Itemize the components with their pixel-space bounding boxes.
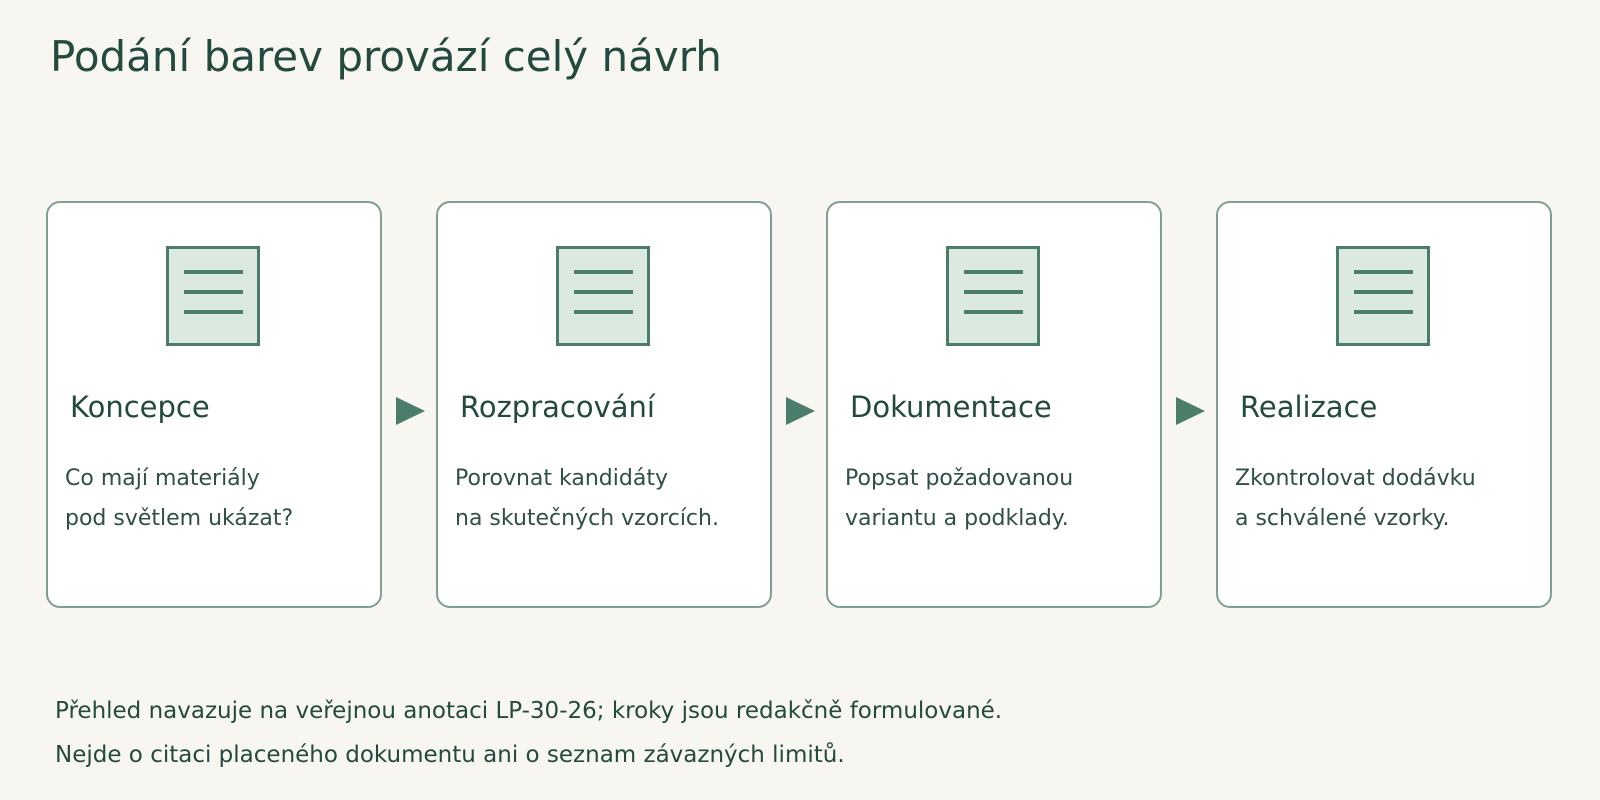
page-title: Podání barev provází celý návrh (50, 32, 722, 81)
step-title: Realizace (1240, 390, 1378, 424)
arrow-right-icon (786, 397, 815, 425)
step-description-line: pod světlem ukázat? (65, 506, 294, 531)
footnote-line: Nejde o citaci placeného dokumentu ani o seznam závazných limitů. (55, 742, 845, 768)
step-description-line: Co mají materiály (65, 466, 260, 491)
document-icon (946, 246, 1040, 346)
step-title: Koncepce (70, 390, 210, 424)
arrow-right-icon (1176, 397, 1205, 425)
step-description (65, 459, 293, 539)
step-description (455, 459, 719, 539)
step-title: Rozpracování (460, 390, 655, 424)
footnote-line: Přehled navazuje na veřejnou anotaci LP-30-26; kroky jsou redakčně formulované. (55, 698, 1003, 724)
step-card-dokumentace (826, 201, 1162, 608)
step-card-realizace (1216, 201, 1552, 608)
step-description-line: a schválené vzorky. (1235, 506, 1450, 531)
step-description-line: Porovnat kandidáty (455, 466, 668, 491)
step-description-line: na skutečných vzorcích. (455, 506, 719, 531)
step-description-line: Zkontrolovat dodávku (1235, 466, 1476, 491)
step-description (845, 459, 1073, 539)
step-description (1235, 459, 1476, 539)
step-card-rozpracovani (436, 201, 772, 608)
arrow-right-icon (396, 397, 425, 425)
step-description-line: variantu a podklady. (845, 506, 1069, 531)
footnote (55, 689, 1002, 777)
document-icon (556, 246, 650, 346)
step-title: Dokumentace (850, 390, 1052, 424)
document-icon (166, 246, 260, 346)
document-icon (1336, 246, 1430, 346)
step-card-koncepce (46, 201, 382, 608)
step-description-line: Popsat požadovanou (845, 466, 1074, 491)
